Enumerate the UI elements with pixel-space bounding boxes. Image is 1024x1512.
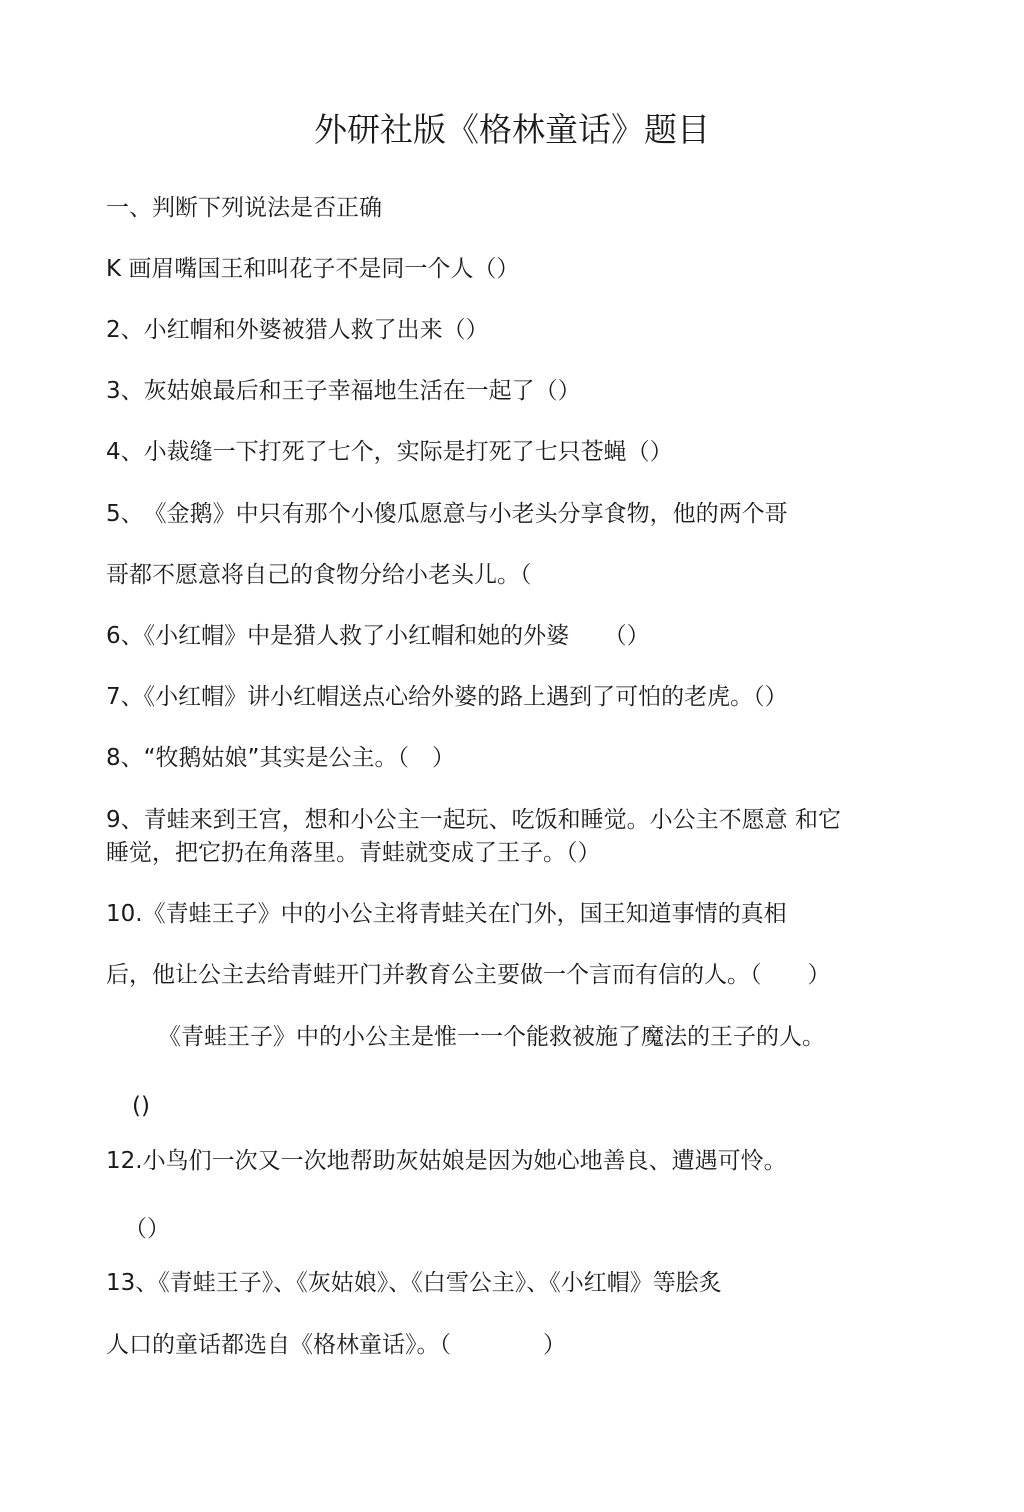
question-item: 10.《青蛙王子》中的小公主将青蛙关在门外，国王知道事情的真相 (106, 901, 787, 927)
section-heading: 一、判断下列说法是否正确 (106, 195, 382, 221)
question-item: K 画眉嘴国王和叫花子不是同一个人（） (106, 256, 520, 282)
question-item: 12.小鸟们一次又一次地帮助灰姑娘是因为她心地善良、遭遇可怜。 (106, 1148, 787, 1174)
question-item: 哥都不愿意将自己的食物分给小老头儿。（ (106, 562, 532, 588)
question-item: 5、 《金鹅》中只有那个小傻瓜愿意与小老头分享食物，他的两个哥 (106, 501, 788, 527)
question-item: 《青蛙王子》中的小公主是惟一一个能救被施了魔法的王子的人。 (158, 1024, 825, 1050)
question-item: 睡觉，把它扔在角落里。青蛙就变成了王子。（） (106, 840, 601, 866)
question-item: 8、“牧鹅姑娘”其实是公主。（ ） (106, 745, 455, 771)
question-item: 4、小裁缝一下打死了七个，实际是打死了七只苍蝇（） (106, 439, 673, 465)
question-item: 7、《小红帽》讲小红帽送点心给外婆的路上遇到了可怕的老虎。（） (106, 684, 788, 710)
question-item: 后，他让公主去给青蛙开门并教育公主要做一个言而有信的人。（ ） (106, 962, 831, 988)
answer-blank: （） (124, 1216, 170, 1242)
question-item: 人口的童话都选自《格林童话》。（ ） (106, 1332, 566, 1358)
question-item: 6、《小红帽》中是猎人救了小红帽和她的外婆 （） (106, 623, 650, 649)
question-item: 2、小红帽和外婆被猎人救了出来（） (106, 317, 489, 343)
page-title: 外研社版《格林童话》题目 (314, 110, 710, 149)
question-item: 13、《青蛙王子》、《灰姑娘》、《白雪公主》、《小红帽》等脍炙 (106, 1270, 722, 1296)
answer-blank: () (132, 1093, 150, 1119)
question-item: 3、灰姑娘最后和王子幸福地生活在一起了（） (106, 378, 581, 404)
question-item: 9、青蛙来到王宫，想和小公主一起玩、吃饭和睡觉。小公主不愿意 和它 (106, 807, 841, 833)
